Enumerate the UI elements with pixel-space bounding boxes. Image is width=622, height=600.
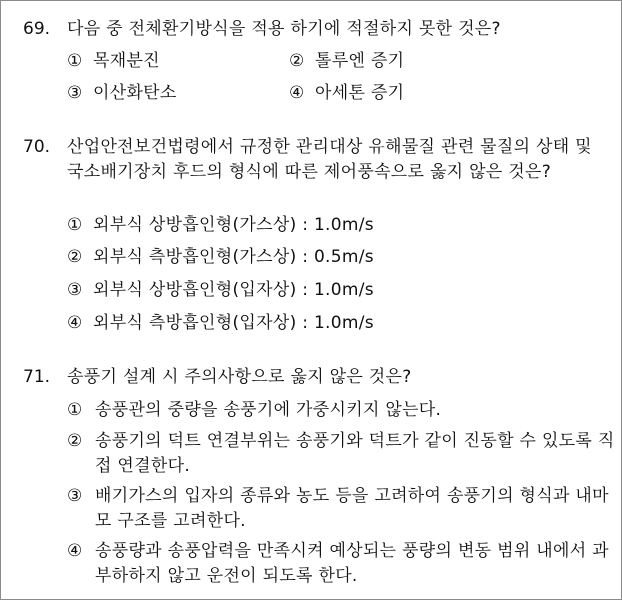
option-mark: ① xyxy=(67,215,83,235)
option-text: 송풍기의 덕트 연결부위는 송풍기와 덕트가 같이 진동할 수 있도록 직접 연결한다. xyxy=(95,431,615,476)
option-mark: ④ xyxy=(67,541,83,561)
option-mark: ③ xyxy=(67,486,83,506)
option-mark: ① xyxy=(67,400,83,420)
option-text: 송풍량과 송풍압력을 만족시켜 예상되는 풍량의 변동 범위 내에서 과부하하지 않고 운전이 되도록 한다. xyxy=(95,541,609,586)
question-text: 송풍기 설계 시 주의사항으로 옳지 않은 것은? xyxy=(67,367,412,387)
option-2[interactable] xyxy=(289,49,404,74)
option-3[interactable] xyxy=(67,484,615,534)
question-69 xyxy=(23,17,613,42)
question-number: 71. xyxy=(23,367,51,387)
option-text: 외부식 측방흡인형(가스상) : 0.5m/s xyxy=(93,247,374,267)
option-text: 외부식 상방흡인형(입자상) : 1.0m/s xyxy=(93,280,374,300)
option-text: 목재분진 xyxy=(93,51,160,71)
option-2[interactable] xyxy=(67,429,615,479)
option-mark: ③ xyxy=(67,280,83,300)
option-text: 외부식 측방흡인형(입자상) : 1.0m/s xyxy=(93,313,374,333)
option-3[interactable] xyxy=(67,81,177,106)
question-number: 69. xyxy=(23,19,51,39)
question-70 xyxy=(23,135,613,185)
option-mark: ③ xyxy=(67,83,83,103)
question-71 xyxy=(23,365,613,390)
option-1[interactable] xyxy=(67,213,374,238)
option-text: 이산화탄소 xyxy=(93,83,177,103)
question-number: 70. xyxy=(23,137,51,157)
option-mark: ② xyxy=(67,431,83,451)
option-mark: ④ xyxy=(289,83,305,103)
option-text: 외부식 상방흡인형(가스상) : 1.0m/s xyxy=(93,215,374,235)
question-text: 산업안전보건법령에서 규정한 관리대상 유해물질 관련 물질의 상태 및 국소배기장치 후드의 형식에 따른 제어풍속으로 옳지 않은 것은? xyxy=(67,137,592,182)
question-text: 다음 중 전체환기방식을 적용 하기에 적절하지 못한 것은? xyxy=(67,19,501,39)
option-text: 아세톤 증기 xyxy=(315,83,405,103)
option-4[interactable] xyxy=(67,539,615,589)
option-mark: ② xyxy=(289,51,305,71)
option-1[interactable] xyxy=(67,398,615,423)
option-mark: ① xyxy=(67,51,83,71)
option-4[interactable] xyxy=(289,81,404,106)
option-2[interactable] xyxy=(67,245,374,270)
option-mark: ② xyxy=(67,247,83,267)
option-1[interactable] xyxy=(67,49,160,74)
option-text: 톨루엔 증기 xyxy=(315,51,405,71)
option-4[interactable] xyxy=(67,311,374,336)
option-text: 송풍관의 중량을 송풍기에 가중시키지 않는다. xyxy=(95,400,442,420)
option-text: 배기가스의 입자의 종류와 농도 등을 고려하여 송풍기의 형식과 내마모 구조를 고려한다. xyxy=(95,486,609,531)
option-3[interactable] xyxy=(67,278,374,303)
option-mark: ④ xyxy=(67,313,83,333)
